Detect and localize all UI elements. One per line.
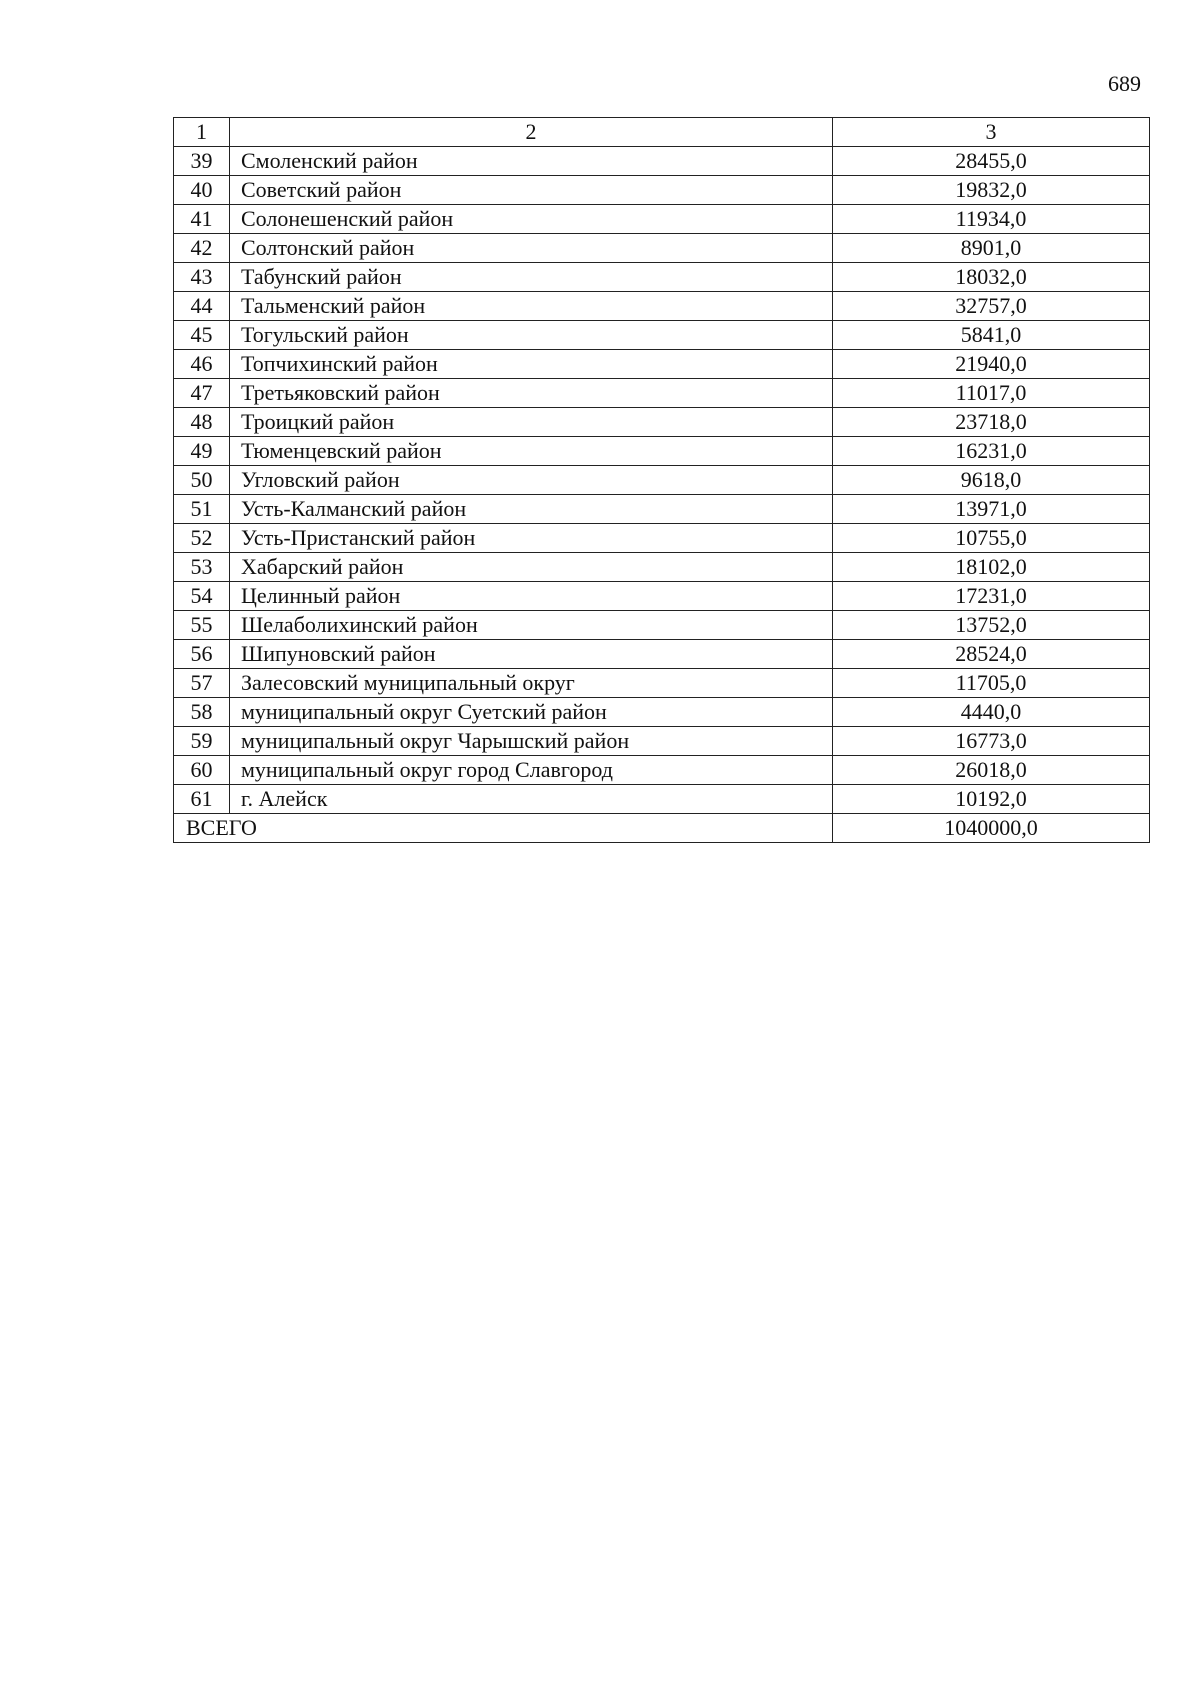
table-row xyxy=(174,495,1150,524)
row-number: 57 xyxy=(174,669,230,698)
amount-value: 16231,0 xyxy=(833,437,1150,466)
district-name: г. Алейск xyxy=(230,785,833,814)
row-number: 45 xyxy=(174,321,230,350)
table-row xyxy=(174,437,1150,466)
district-name: Табунский район xyxy=(230,263,833,292)
row-number: 42 xyxy=(174,234,230,263)
table-row xyxy=(174,379,1150,408)
amount-value: 23718,0 xyxy=(833,408,1150,437)
row-number: 50 xyxy=(174,466,230,495)
table-row xyxy=(174,147,1150,176)
table-row xyxy=(174,321,1150,350)
district-name: муниципальный округ Чарышский район xyxy=(230,727,833,756)
row-number: 47 xyxy=(174,379,230,408)
district-name: Залесовский муниципальный округ xyxy=(230,669,833,698)
amount-value: 16773,0 xyxy=(833,727,1150,756)
table-row xyxy=(174,611,1150,640)
district-name: Тогульский район xyxy=(230,321,833,350)
row-number: 41 xyxy=(174,205,230,234)
row-number: 46 xyxy=(174,350,230,379)
table-row xyxy=(174,640,1150,669)
district-name: Целинный район xyxy=(230,582,833,611)
table-row xyxy=(174,350,1150,379)
amount-value: 18102,0 xyxy=(833,553,1150,582)
row-number: 55 xyxy=(174,611,230,640)
row-number: 54 xyxy=(174,582,230,611)
amount-value: 13971,0 xyxy=(833,495,1150,524)
table-row xyxy=(174,698,1150,727)
row-number: 40 xyxy=(174,176,230,205)
row-number: 56 xyxy=(174,640,230,669)
table-header-row xyxy=(174,118,1150,147)
amount-value: 17231,0 xyxy=(833,582,1150,611)
district-name: Троицкий район xyxy=(230,408,833,437)
table-row xyxy=(174,263,1150,292)
total-label: ВСЕГО xyxy=(174,814,833,843)
district-name: Тальменский район xyxy=(230,292,833,321)
district-name: Смоленский район xyxy=(230,147,833,176)
row-number: 60 xyxy=(174,756,230,785)
district-name: Топчихинский район xyxy=(230,350,833,379)
district-name: Солонешенский район xyxy=(230,205,833,234)
amount-value: 9618,0 xyxy=(833,466,1150,495)
amount-value: 11934,0 xyxy=(833,205,1150,234)
district-name: Советский район xyxy=(230,176,833,205)
district-name: муниципальный округ Суетский район xyxy=(230,698,833,727)
table-row xyxy=(174,785,1150,814)
table-row xyxy=(174,466,1150,495)
district-name: Усть-Калманский район xyxy=(230,495,833,524)
district-name: Солтонский район xyxy=(230,234,833,263)
row-number: 53 xyxy=(174,553,230,582)
amount-value: 10192,0 xyxy=(833,785,1150,814)
amount-value: 13752,0 xyxy=(833,611,1150,640)
page-number: 689 xyxy=(1108,71,1141,96)
row-number: 44 xyxy=(174,292,230,321)
header-col-1: 1 xyxy=(174,118,230,147)
amount-value: 28524,0 xyxy=(833,640,1150,669)
table-row xyxy=(174,553,1150,582)
table-row xyxy=(174,582,1150,611)
district-name: Хабарский район xyxy=(230,553,833,582)
amount-value: 8901,0 xyxy=(833,234,1150,263)
amount-value: 18032,0 xyxy=(833,263,1150,292)
amount-value: 26018,0 xyxy=(833,756,1150,785)
amount-value: 32757,0 xyxy=(833,292,1150,321)
row-number: 48 xyxy=(174,408,230,437)
table-row xyxy=(174,176,1150,205)
table-row xyxy=(174,234,1150,263)
table-row xyxy=(174,756,1150,785)
amount-value: 21940,0 xyxy=(833,350,1150,379)
row-number: 61 xyxy=(174,785,230,814)
total-row xyxy=(174,814,1150,843)
table-row xyxy=(174,292,1150,321)
table-row xyxy=(174,669,1150,698)
header-col-2: 2 xyxy=(230,118,833,147)
table-row xyxy=(174,524,1150,553)
amount-value: 5841,0 xyxy=(833,321,1150,350)
table-row xyxy=(174,727,1150,756)
row-number: 39 xyxy=(174,147,230,176)
district-name: Шелаболихинский район xyxy=(230,611,833,640)
row-number: 51 xyxy=(174,495,230,524)
district-name: Угловский район xyxy=(230,466,833,495)
total-value: 1040000,0 xyxy=(833,814,1150,843)
amount-value: 11017,0 xyxy=(833,379,1150,408)
amount-value: 4440,0 xyxy=(833,698,1150,727)
district-name: Тюменцевский район xyxy=(230,437,833,466)
amount-value: 11705,0 xyxy=(833,669,1150,698)
row-number: 59 xyxy=(174,727,230,756)
row-number: 43 xyxy=(174,263,230,292)
district-name: муниципальный округ город Славгород xyxy=(230,756,833,785)
row-number: 58 xyxy=(174,698,230,727)
table-row xyxy=(174,205,1150,234)
table-body xyxy=(174,118,1150,843)
district-name: Третьяковский район xyxy=(230,379,833,408)
district-name: Усть-Пристанский район xyxy=(230,524,833,553)
district-name: Шипуновский район xyxy=(230,640,833,669)
amount-value: 28455,0 xyxy=(833,147,1150,176)
amount-value: 19832,0 xyxy=(833,176,1150,205)
amount-value: 10755,0 xyxy=(833,524,1150,553)
row-number: 52 xyxy=(174,524,230,553)
allocation-table xyxy=(173,117,1150,843)
row-number: 49 xyxy=(174,437,230,466)
table-row xyxy=(174,408,1150,437)
header-col-3: 3 xyxy=(833,118,1150,147)
